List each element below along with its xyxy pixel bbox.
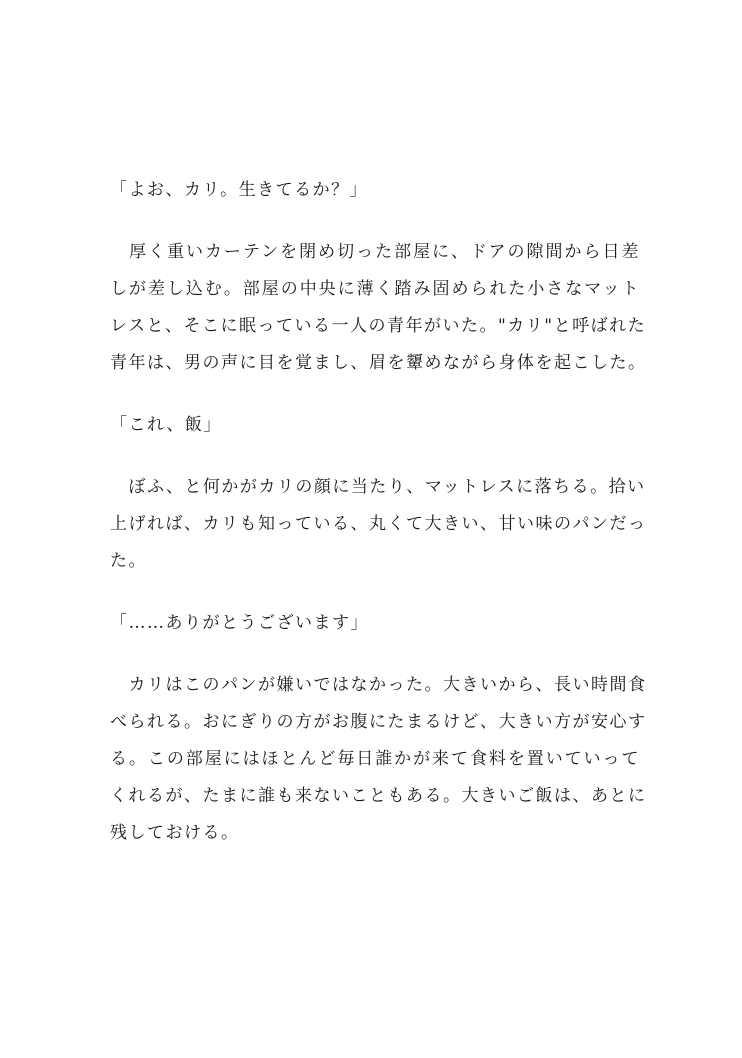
paragraph-line: 残しておける。 [110,823,240,843]
dialogue-line: 「……ありがとうございます」 [110,613,369,633]
paragraph-line: カリはこのパンが嫌いではなかった。大きいから、長い時間食 [110,675,647,695]
paragraph-line: 青年は、男の声に目を覚まし、眉を顰めながら身体を起こした。 [110,353,647,373]
dialogue-line: 「これ、飯」 [110,415,223,435]
paragraph-line: しが差し込む。部屋の中央に薄く踏み固められた小さなマット [110,279,640,299]
paragraph-line: た。 [110,551,147,571]
paragraph-line: レスと、そこに眠っている一人の青年がいた。"カリ"と呼ばれた [110,316,647,336]
paragraph-line: 厚く重いカーテンを閉め切った部屋に、ドアの隙間から日差 [110,242,640,262]
dialogue-line: 「よお、カリ。生きてるか？」 [110,180,369,200]
paragraph-line: る。この部屋にはほとんど毎日誰かが来て食料を置いていって [110,749,640,769]
paragraph-line: ぼふ、と何かがカリの顔に当たり、マットレスに落ちる。拾い [110,477,646,497]
paragraph-line: 上げれば、カリも知っている、丸くて大きい、甘い味のパンだっ [110,514,647,534]
paragraph-line: くれるが、たまに誰も来ないこともある。大きいご飯は、あとに [110,786,647,806]
paragraph-line: べられる。おにぎりの方がお腹にたまるけど、大きい方が安心す [110,712,647,732]
